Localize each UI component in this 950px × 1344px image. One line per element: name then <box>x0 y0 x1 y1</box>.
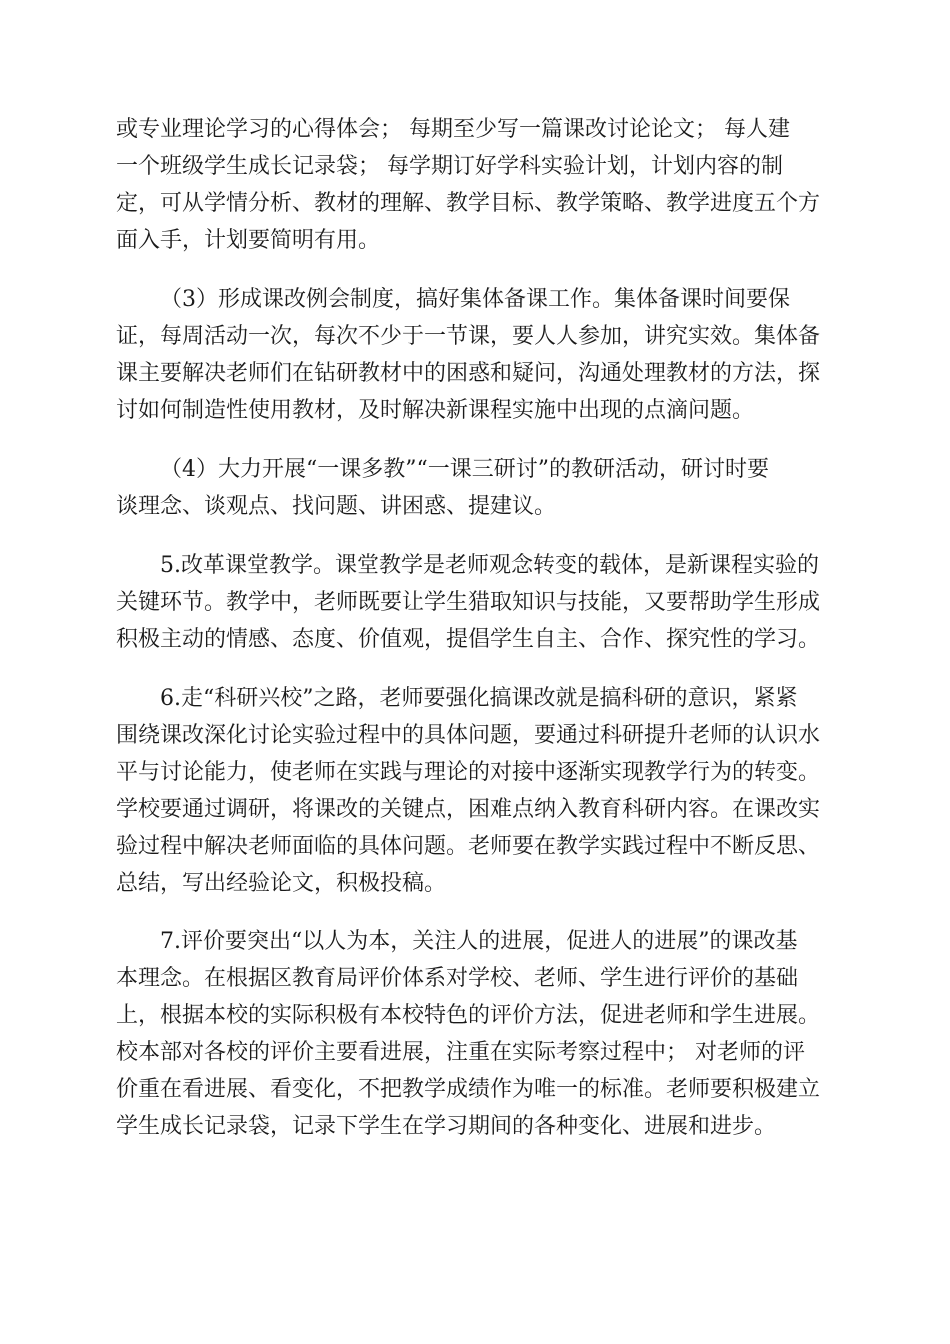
paragraph-6-line-2: 本理念。在根据区教育局评价体系对学校、老师、学生进行评价的基础 <box>116 966 799 991</box>
paragraph-2-line-2: 证，每周活动一次，每次不少于一节课，要人人参加，讲究实效。集体备 <box>116 324 821 349</box>
paragraph-5-line-1: 6.走“科研兴校”之路，老师要强化搞课改就是搞科研的意识，紧紧 <box>160 686 798 711</box>
paragraph-2-line-3: 课主要解决老师们在钻研教材中的困惑和疑问，沟通处理教材的方法，探 <box>116 361 821 386</box>
paragraph-4-line-3: 积极主动的情感、态度、价值观，提倡学生自主、合作、探究性的学习。 <box>116 627 821 652</box>
paragraph-3-line-2: 谈理念、谈观点、找问题、讲困惑、提建议。 <box>116 494 557 519</box>
paragraph-1-line-3: 定，可从学情分析、教材的理解、教学目标、教学策略、教学进度五个方 <box>116 191 821 216</box>
paragraph-1-line-1: 或专业理论学习的心得体会； 每期至少写一篇课改讨论论文； 每人建 <box>116 117 790 142</box>
paragraph-1-line-4: 面入手，计划要简明有用。 <box>116 228 381 253</box>
paragraph-4-line-1: 5.改革课堂教学。课堂教学是老师观念转变的载体，是新课程实验的 <box>160 553 819 578</box>
paragraph-6-line-3: 上，根据本校的实际积极有本校特色的评价方法，促进老师和学生进展。 <box>116 1003 821 1028</box>
paragraph-4-line-2: 关键环节。教学中，老师既要让学生猎取知识与技能，又要帮助学生形成 <box>116 590 821 615</box>
paragraph-1-line-2: 一个班级学生成长记录袋； 每学期订好学科实验计划，计划内容的制 <box>116 154 783 179</box>
paragraph-5-line-4: 学校要通过调研，将课改的关键点，困难点纳入教育科研内容。在课改实 <box>116 797 821 822</box>
paragraph-2-line-1: （3）形成课改例会制度，搞好集体备课工作。集体备课时间要保 <box>160 287 790 312</box>
paragraph-6-line-6: 学生成长记录袋，记录下学生在学习期间的各种变化、进展和进步。 <box>116 1114 777 1139</box>
paragraph-5-line-5: 验过程中解决老师面临的具体问题。老师要在教学实践过程中不断反思、 <box>116 834 821 859</box>
paragraph-2-line-4: 讨如何制造性使用教材，及时解决新课程实施中出现的点滴问题。 <box>116 398 755 423</box>
paragraph-6-line-1: 7.评价要突出“以人为本，关注人的进展，促进人的进展”的课改基 <box>160 929 798 954</box>
paragraph-3-line-1: （4）大力开展“一课多教”“一课三研讨”的教研活动，研讨时要 <box>160 457 769 482</box>
paragraph-6-line-5: 价重在看进展、看变化，不把教学成绩作为唯一的标准。老师要积极建立 <box>116 1077 821 1102</box>
paragraph-6-line-4: 校本部对各校的评价主要看进展，注重在实际考察过程中； 对老师的评 <box>116 1040 805 1065</box>
paragraph-5-line-6: 总结，写出经验论文，积极投稿。 <box>116 871 447 896</box>
paragraph-5-line-3: 平与讨论能力，使老师在实践与理论的对接中逐渐实现教学行为的转变。 <box>116 760 821 785</box>
paragraph-5-line-2: 围绕课改深化讨论实验过程中的具体问题，要通过科研提升老师的认识水 <box>116 723 821 748</box>
